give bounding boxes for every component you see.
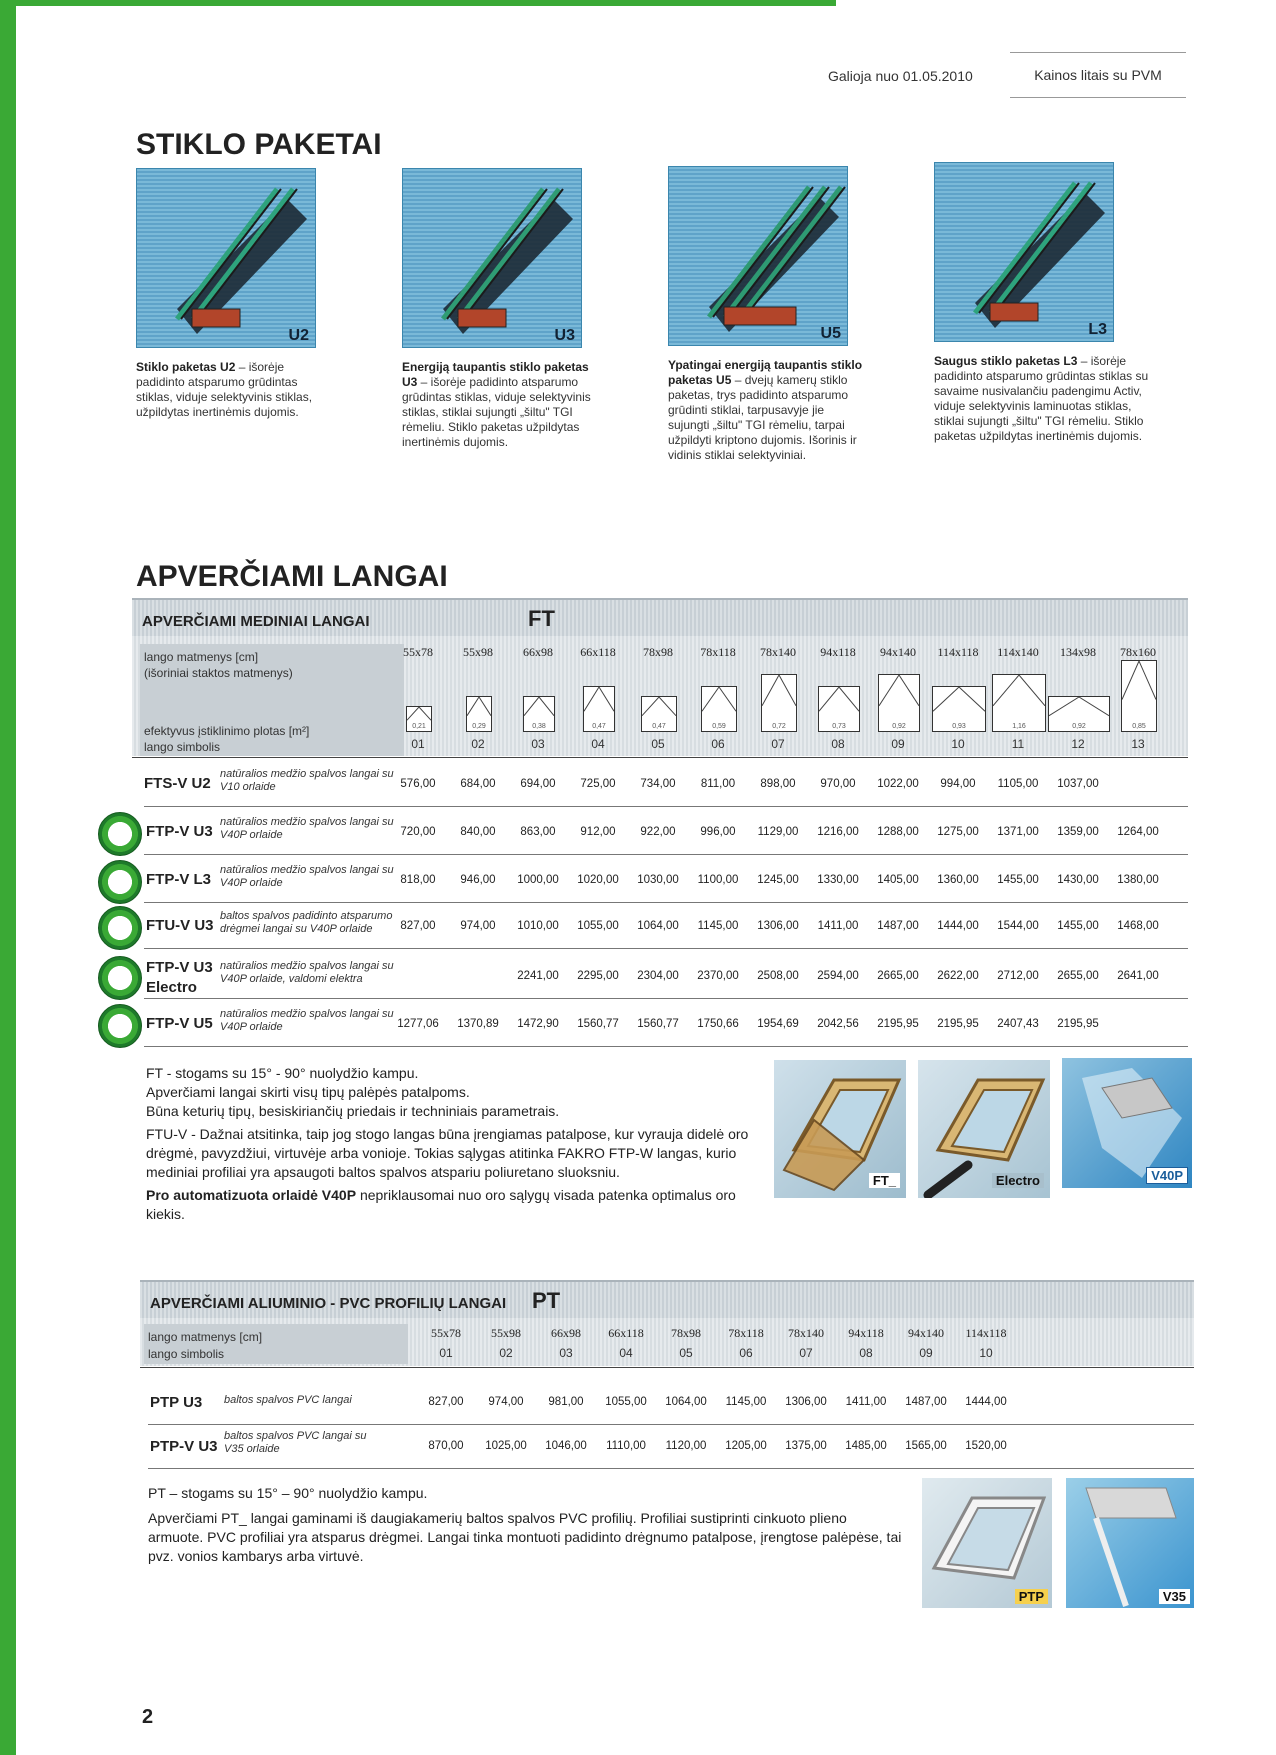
ft-price-cell: 725,00 — [580, 778, 616, 790]
ft-size-5: 78x98 — [643, 645, 673, 659]
ft-price-cell: 2622,00 — [937, 970, 979, 982]
pt-price-cell: 1120,00 — [665, 1440, 707, 1452]
photo-ptp-label: PTP — [1015, 1589, 1048, 1604]
pt-note-2: Apverčiami PT_ langai gaminami iš daugiakamerių baltos spalvos PVC profilių. Profiliai sustiprinti cinkuoto plieno armuote. PVC profiliai yra atsparus drėgmei. Langai tinka montuoti padidinto drėgnumo patalpose, įrengtose palėpėse, tai pvz. vonios kambarys arba virtuvė. — [148, 1510, 902, 1564]
ft-area-value: 0,59 — [712, 723, 726, 730]
ft-price-cell: 2370,00 — [697, 970, 739, 982]
ft-price-cell: 996,00 — [700, 826, 736, 838]
pt-price-cell: 1520,00 — [965, 1440, 1007, 1452]
ft-size-12: 134x98 — [1060, 645, 1096, 659]
glass-description — [668, 358, 868, 463]
ft-header-labels — [140, 644, 404, 756]
ft-area-value: 0,93 — [952, 723, 966, 730]
ft-price-cell: 1330,00 — [817, 874, 859, 886]
ft-price-cell: 1472,90 — [517, 1018, 559, 1030]
ft-price-cell: 1030,00 — [637, 874, 679, 886]
ft-note-2: Apverčiami langai skirti visų tipų palėpės patalpoms. — [146, 1084, 470, 1100]
glass-pane-illustration — [934, 162, 1114, 342]
pt-notes — [148, 1484, 904, 1566]
pt-size-3: 66x98 — [551, 1326, 581, 1340]
ft-symbol-1: 01 — [411, 737, 425, 751]
glass-card-l3 — [934, 162, 1149, 444]
topsafe-badge-icon — [98, 812, 142, 856]
glass-description-title: Ypatingai energiją taupantis stiklo paketas U5 — [668, 358, 863, 387]
pt-size-8: 94x118 — [848, 1326, 884, 1340]
ft-price-cell: 2195,95 — [937, 1018, 979, 1030]
ft-size-3: 66x98 — [523, 645, 553, 659]
ft-area-value: 0,29 — [472, 723, 486, 730]
ft-row-divider — [144, 902, 1188, 903]
ft-size-1: 55x78 — [403, 645, 433, 659]
ft-price-cell: 898,00 — [760, 778, 796, 790]
ft-header-rule — [132, 757, 1188, 758]
ft-row-code: FTP-V U3 Electro — [146, 959, 213, 996]
ft-window-symbol-6 — [701, 686, 737, 732]
ft-symbol-4: 04 — [591, 737, 605, 751]
ft-row-divider — [144, 948, 1188, 949]
pt-price-cell: 1055,00 — [605, 1396, 647, 1408]
pt-row-description: baltos spalvos PVC langai — [224, 1394, 352, 1406]
pt-price-cell: 1205,00 — [725, 1440, 767, 1452]
pt-symbol-2: 02 — [499, 1346, 513, 1360]
ft-price-cell: 1360,00 — [937, 874, 979, 886]
ft-symbol-10: 10 — [951, 737, 965, 751]
ft-size-6: 78x118 — [700, 645, 736, 659]
pt-price-cell: 1411,00 — [845, 1396, 887, 1408]
ft-note-5-text: nepriklausomai nuo oro sąlygų visada patenka optimalus oro kiekis. — [146, 1187, 736, 1222]
ft-price-cell: 2295,00 — [577, 970, 619, 982]
pt-price-cell: 1485,00 — [845, 1440, 887, 1452]
ft-price-cell: 1306,00 — [757, 920, 799, 932]
pt-symbol-5: 05 — [679, 1346, 693, 1360]
pt-header-labels — [144, 1324, 408, 1364]
prices-note: Kainos litais su PVM — [1010, 52, 1186, 98]
photo-ft-label: FT_ — [869, 1173, 900, 1188]
glass-code-label: U2 — [288, 327, 309, 344]
ft-size-7: 78x140 — [760, 645, 796, 659]
ft-row-code: FTU-V U3 — [146, 917, 214, 934]
pt-size-7: 78x140 — [788, 1326, 824, 1340]
pt-size-9: 94x140 — [908, 1326, 944, 1340]
ft-price-cell: 1455,00 — [997, 874, 1039, 886]
ft-window-symbol-8 — [818, 686, 860, 732]
ft-window-symbol-5 — [641, 696, 677, 732]
ft-price-cell: 1037,00 — [1057, 778, 1099, 790]
topsafe-badge-icon — [98, 956, 142, 1000]
glass-description-text: – dvejų kamerų stiklo paketas, trys padidinto atsparumo grūdinti stiklai, tarpusavyje jie sujungti „šiltu" TGI rėmeliu, tarpai užpildyti kriptono dujomis. Išorinis ir vidinis stiklai selektyviniai. — [668, 373, 857, 462]
glass-description-title: Stiklo paketas U2 — [136, 360, 236, 374]
ft-price-cell: 2665,00 — [877, 970, 919, 982]
ft-price-cell: 1544,00 — [997, 920, 1039, 932]
ft-price-cell: 720,00 — [400, 826, 436, 838]
pt-price-cell: 1064,00 — [665, 1396, 707, 1408]
pt-symbol-1: 01 — [439, 1346, 453, 1360]
ft-price-cell: 2195,95 — [1057, 1018, 1099, 1030]
ft-price-cell: 922,00 — [640, 826, 676, 838]
ft-price-cell: 1216,00 — [817, 826, 859, 838]
pt-banner — [140, 1280, 1194, 1318]
ft-row-description: natūralios medžio spalvos langai su V40P orlaide — [220, 816, 394, 841]
pt-price-cell: 1375,00 — [785, 1440, 827, 1452]
photo-v40p-label: V40P — [1146, 1167, 1188, 1184]
pt-row-divider — [148, 1468, 1194, 1469]
glass-pane-illustration — [136, 168, 316, 348]
ft-row-description: baltos spalvos padidinto atsparumo drėgmei langai su V40P orlaide — [220, 910, 393, 935]
glass-code-label: L3 — [1088, 321, 1107, 338]
glass-description-text: – išorėje padidinto atsparumo grūdintas stiklas, viduje selektyvinis stiklas, stiklai sujungti „šiltu" TGI rėmeliu. Stiklo paketas užpildytas inertinėmis dujomis. — [402, 375, 591, 449]
ft-price-cell: 2195,95 — [877, 1018, 919, 1030]
glass-pane-illustration — [668, 166, 848, 346]
ft-row-divider — [144, 1046, 1188, 1047]
ft-dims-label: lango matmenys [cm] — [144, 650, 259, 664]
ft-size-11: 114x140 — [997, 645, 1039, 659]
pt-size-4: 66x118 — [608, 1326, 644, 1340]
left-green-border — [0, 0, 16, 1755]
glass-card-u3 — [402, 168, 591, 450]
ft-price-cell: 818,00 — [400, 874, 436, 886]
ft-size-10: 114x118 — [937, 645, 979, 659]
ft-price-cell: 1405,00 — [877, 874, 919, 886]
ft-price-cell: 1100,00 — [697, 874, 739, 886]
pt-price-cell: 827,00 — [428, 1396, 464, 1408]
ft-price-cell: 2641,00 — [1117, 970, 1159, 982]
topsafe-badge-icon — [98, 1004, 142, 1048]
ft-price-cell: 863,00 — [520, 826, 556, 838]
glass-description — [402, 360, 602, 450]
pt-symbol-6: 06 — [739, 1346, 753, 1360]
ft-window-symbol-4 — [583, 686, 615, 732]
ft-price-cell: 2407,43 — [997, 1018, 1039, 1030]
pt-row-divider — [148, 1424, 1194, 1425]
ft-area-value: 0,73 — [832, 723, 846, 730]
ft-price-cell: 2042,56 — [817, 1018, 859, 1030]
ft-symbol-label: lango simbolis — [144, 740, 221, 754]
ft-price-cell: 2712,00 — [997, 970, 1039, 982]
ft-window-symbol-10 — [932, 686, 986, 732]
ft-area-value: 0,21 — [412, 723, 426, 730]
ft-symbol-7: 07 — [771, 737, 785, 751]
glass-code-label: U3 — [554, 327, 575, 344]
ft-price-cell: 1468,00 — [1117, 920, 1159, 932]
ft-window-symbol-7 — [761, 674, 797, 732]
ft-row-description: natūralios medžio spalvos langai su V40P orlaide, valdomi elektra — [220, 960, 394, 985]
ft-row-description: natūralios medžio spalvos langai su V40P orlaide — [220, 1008, 394, 1033]
ft-symbol-6: 06 — [711, 737, 725, 751]
ft-price-cell: 2304,00 — [637, 970, 679, 982]
ft-window-symbol-2 — [466, 696, 492, 732]
valid-from-text: Galioja nuo 01.05.2010 — [828, 68, 973, 84]
pt-row-code: PTP U3 — [150, 1394, 203, 1411]
ft-symbol-5: 05 — [651, 737, 665, 751]
ft-row-divider — [144, 998, 1188, 999]
glass-card-u2 — [136, 168, 316, 420]
ft-symbol-2: 02 — [471, 737, 485, 751]
pt-size-2: 55x98 — [491, 1326, 521, 1340]
ft-symbol-11: 11 — [1011, 737, 1025, 751]
ft-price-cell: 2594,00 — [817, 970, 859, 982]
ft-price-cell: 1129,00 — [757, 826, 799, 838]
ft-window-symbol-3 — [523, 696, 555, 732]
pt-dims-label: lango matmenys [cm] — [148, 1330, 263, 1344]
pt-price-cell: 1046,00 — [545, 1440, 587, 1452]
ft-price-cell: 1954,69 — [757, 1018, 799, 1030]
ft-dims-label-2: (išoriniai staktos matmenys) — [144, 666, 293, 680]
topsafe-badge-icon — [98, 860, 142, 904]
ft-note-4: FTU-V - Dažnai atsitinka, taip jog stogo langas būna įrengiamas patalpose, kur vyrauja didelė oro drėgmė, pavyzdžiui, virtuvėje arba vonioje. Tokias sąlygas atitinka FAKRO FTP-W langas, kurio mediniai profiliai yra apsaugoti baltos spalvos atspariu poliuretano sluoksniu. — [146, 1126, 749, 1180]
glass-description-title: Energiją taupantis stiklo paketas U3 — [402, 360, 589, 389]
ft-price-cell: 1411,00 — [817, 920, 859, 932]
ft-symbol-8: 08 — [831, 737, 845, 751]
pt-size-5: 78x98 — [671, 1326, 701, 1340]
ft-price-cell: 974,00 — [460, 920, 496, 932]
ft-price-cell: 1275,00 — [937, 826, 979, 838]
roof-windows-title: APVERČIAMI LANGAI — [136, 560, 448, 593]
ft-area-label: efektyvus įstiklinimo plotas [m²] — [144, 724, 310, 738]
pt-banner-code: PT — [532, 1288, 561, 1313]
photo-ptp — [922, 1478, 1052, 1608]
ft-size-4: 66x118 — [580, 645, 616, 659]
ft-window-symbol-9 — [878, 674, 920, 732]
pt-symbol-8: 08 — [859, 1346, 873, 1360]
pt-row-code: PTP-V U3 — [150, 1438, 218, 1455]
ft-area-value: 0,72 — [772, 723, 786, 730]
glass-card-u5 — [668, 166, 863, 463]
ft-price-cell: 684,00 — [460, 778, 496, 790]
ft-note-5 — [146, 1186, 766, 1224]
pt-symbol-10: 10 — [979, 1346, 993, 1360]
ft-area-value: 0,38 — [532, 723, 546, 730]
ft-row-description: natūralios medžio spalvos langai su V10 orlaide — [220, 768, 394, 793]
pt-note-1: PT – stogams su 15° – 90° nuolydžio kampu. — [148, 1485, 428, 1501]
pt-symbol-9: 09 — [919, 1346, 933, 1360]
ft-price-cell: 946,00 — [460, 874, 496, 886]
ft-window-symbol-11 — [992, 674, 1046, 732]
photo-v40p — [1062, 1058, 1192, 1188]
ft-price-cell: 1359,00 — [1057, 826, 1099, 838]
pt-symbol-4: 04 — [619, 1346, 633, 1360]
ft-window-symbol-1 — [406, 706, 432, 732]
glass-description — [136, 360, 336, 420]
ft-area-value: 0,47 — [652, 723, 666, 730]
ft-row-divider — [144, 806, 1188, 807]
page-number: 2 — [142, 1706, 154, 1728]
photo-electro-window — [918, 1060, 1050, 1198]
ft-symbol-13: 13 — [1131, 737, 1145, 751]
ft-price-cell: 1455,00 — [1057, 920, 1099, 932]
ft-price-cell: 1560,77 — [577, 1018, 619, 1030]
ft-banner — [132, 598, 1188, 636]
ft-price-cell: 1064,00 — [637, 920, 679, 932]
ft-banner-code: FT — [528, 606, 555, 631]
ft-note-5-bold: Pro automatizuota orlaidė V40P — [146, 1187, 357, 1203]
glass-description — [934, 354, 1160, 444]
ft-row-description: natūralios medžio spalvos langai su V40P orlaide — [220, 864, 394, 889]
ft-price-cell: 1430,00 — [1057, 874, 1099, 886]
pt-price-cell: 981,00 — [548, 1396, 584, 1408]
photo-v35-label: V35 — [1159, 1589, 1190, 1604]
ft-price-cell: 576,00 — [400, 778, 436, 790]
ft-row-code: FTS-V U2 — [144, 775, 211, 792]
pt-price-cell: 1487,00 — [905, 1396, 947, 1408]
ft-price-cell: 2655,00 — [1057, 970, 1099, 982]
pt-banner-title: APVERČIAMI ALIUMINIO - PVC PROFILIŲ LANGAI — [150, 1295, 507, 1312]
ft-area-value: 0,85 — [1132, 723, 1146, 730]
glass-section-title: STIKLO PAKETAI — [136, 128, 382, 161]
ft-banner-title: APVERČIAMI MEDINIAI LANGAI — [142, 613, 370, 630]
ft-price-cell: 2508,00 — [757, 970, 799, 982]
ft-window-symbol-13 — [1121, 660, 1157, 732]
ft-area-value: 0,92 — [892, 723, 906, 730]
ft-price-cell: 1145,00 — [697, 920, 739, 932]
ft-size-2: 55x98 — [463, 645, 493, 659]
pt-row-description: baltos spalvos PVC langai su V35 orlaide — [224, 1430, 367, 1455]
ft-price-cell: 1264,00 — [1117, 826, 1159, 838]
ft-price-cell: 1055,00 — [577, 920, 619, 932]
topsafe-badge-icon — [98, 906, 142, 950]
photo-ft-window — [774, 1060, 906, 1198]
ft-price-cell: 1020,00 — [577, 874, 619, 886]
ft-area-value: 0,47 — [592, 723, 606, 730]
ft-price-cell: 1277,06 — [397, 1018, 439, 1030]
ft-price-cell: 1105,00 — [997, 778, 1039, 790]
ft-area-value: 0,92 — [1072, 723, 1086, 730]
pt-header-rule — [140, 1367, 1194, 1368]
ft-size-8: 94x118 — [820, 645, 856, 659]
ft-row-divider — [144, 854, 1188, 855]
ft-row-code: FTP-V L3 — [146, 871, 212, 888]
ft-price-cell: 1370,89 — [457, 1018, 499, 1030]
ft-price-cell: 734,00 — [640, 778, 676, 790]
ft-price-cell: 970,00 — [820, 778, 856, 790]
ft-area-value: 1,16 — [1012, 723, 1026, 730]
ft-price-cell: 1487,00 — [877, 920, 919, 932]
ft-note-3: Būna keturių tipų, besiskiriančių priedais ir techniniais parametrais. — [146, 1103, 560, 1119]
photo-electro-label: Electro — [992, 1173, 1044, 1188]
ft-price-cell: 1750,66 — [697, 1018, 739, 1030]
ft-price-cell: 994,00 — [940, 778, 976, 790]
pt-price-cell: 870,00 — [428, 1440, 464, 1452]
pt-symbol-label: lango simbolis — [148, 1347, 225, 1361]
pt-price-cell: 974,00 — [488, 1396, 524, 1408]
ft-price-cell: 811,00 — [700, 778, 736, 790]
glass-code-label: U5 — [820, 325, 841, 342]
ft-price-cell: 840,00 — [460, 826, 496, 838]
ft-price-cell: 1560,77 — [637, 1018, 679, 1030]
ft-size-9: 94x140 — [880, 645, 916, 659]
ft-price-cell: 912,00 — [580, 826, 616, 838]
ft-note-1: FT - stogams su 15° - 90° nuolydžio kampu. — [146, 1065, 419, 1081]
glass-description-text: – išorėje padidinto atsparumo grūdintas stiklas, viduje selektyvinis stiklas, užpildytas inertinėmis dujomis. — [136, 360, 313, 419]
ft-symbol-12: 12 — [1071, 737, 1085, 751]
glass-description-title: Saugus stiklo paketas L3 — [934, 354, 1078, 368]
ft-row-code: FTP-V U5 — [146, 1015, 213, 1032]
pt-symbol-7: 07 — [799, 1346, 813, 1360]
pt-price-cell: 1110,00 — [606, 1440, 646, 1452]
pt-price-cell: 1025,00 — [485, 1440, 527, 1452]
glass-description-text: – išorėje padidinto atsparumo grūdintas stiklas su savaime nusivalančiu padengimu Activ, viduje selektyvinis laminuotas stiklas, stiklai sujungti „šiltu" TGI rėmeliu. Stiklo paketas užpildytas inertinėmis dujomis. — [934, 354, 1149, 443]
ft-price-cell: 2241,00 — [517, 970, 559, 982]
pt-size-10: 114x118 — [965, 1326, 1007, 1340]
ft-symbol-9: 09 — [891, 737, 905, 751]
pt-price-cell: 1444,00 — [965, 1396, 1007, 1408]
ft-price-cell: 1371,00 — [997, 826, 1039, 838]
pt-size-6: 78x118 — [728, 1326, 764, 1340]
ft-size-13: 78x160 — [1120, 645, 1156, 659]
ft-price-cell: 1444,00 — [937, 920, 979, 932]
pt-price-cell: 1565,00 — [905, 1440, 947, 1452]
ft-window-symbol-12 — [1048, 696, 1110, 732]
ft-price-cell: 1022,00 — [877, 778, 919, 790]
ft-price-cell: 1245,00 — [757, 874, 799, 886]
ft-price-cell: 1000,00 — [517, 874, 559, 886]
photo-v35 — [1066, 1478, 1194, 1608]
ft-price-cell: 1010,00 — [517, 920, 559, 932]
ft-price-cell: 1380,00 — [1117, 874, 1159, 886]
ft-symbol-3: 03 — [531, 737, 545, 751]
ft-price-cell: 827,00 — [400, 920, 436, 932]
glass-pane-illustration — [402, 168, 582, 348]
ft-price-cell: 694,00 — [520, 778, 556, 790]
pt-price-cell: 1306,00 — [785, 1396, 827, 1408]
pt-price-cell: 1145,00 — [725, 1396, 767, 1408]
top-green-border — [16, 0, 836, 6]
ft-row-code: FTP-V U3 — [146, 823, 213, 840]
pt-size-1: 55x78 — [431, 1326, 461, 1340]
ft-price-cell: 1288,00 — [877, 826, 919, 838]
pt-symbol-3: 03 — [559, 1346, 573, 1360]
ft-notes — [146, 1064, 766, 1224]
